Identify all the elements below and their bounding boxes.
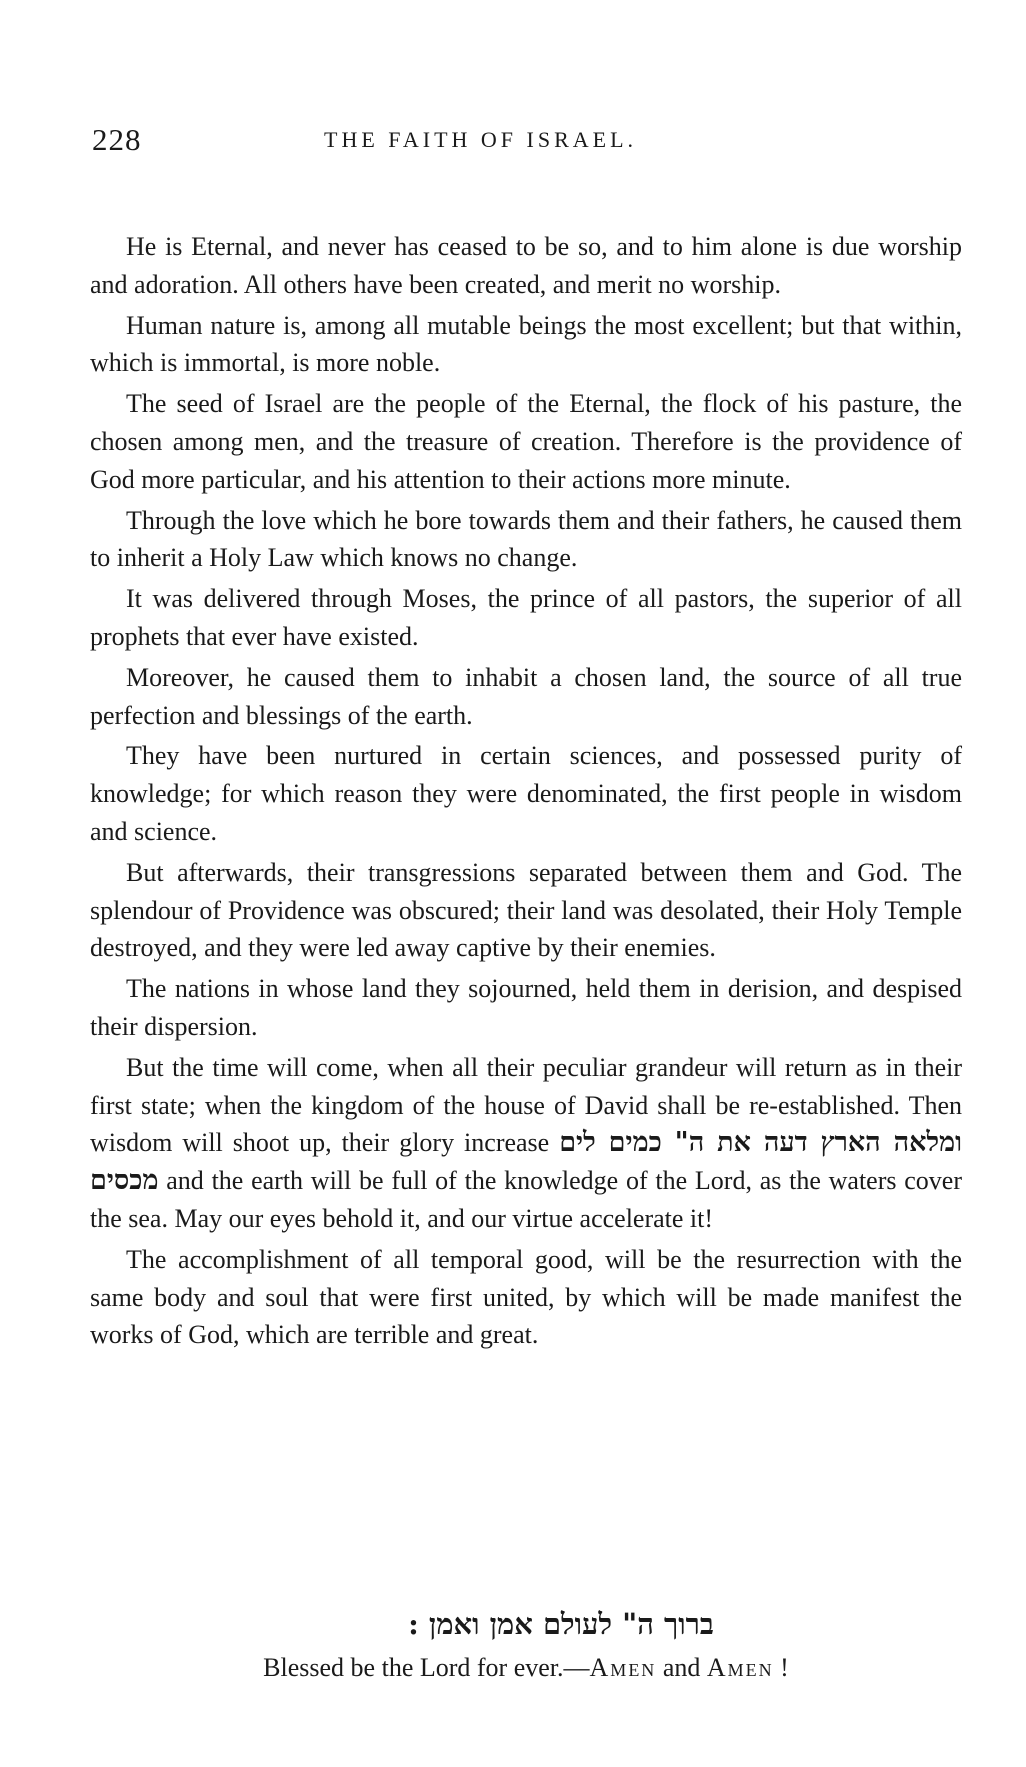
paragraph: He is Eternal, and never has ceased to be so, and to him alone is due worship and adoration. All others have been created, and merit no worship.	[90, 232, 962, 299]
running-head: THE FAITH OF ISRAEL.	[324, 127, 638, 152]
paragraph: Through the love which he bore towards them and their fathers, he caused them to inherit a Holy Law which knows no change.	[90, 505, 962, 573]
paragraph: It was delivered through Moses, the prince of all pastors, the superior of all prophets that ever have existed.	[90, 584, 962, 651]
amen-word: Amen	[706, 1653, 774, 1682]
hebrew-quotation: ומלאה הארץ דעה את ה" כמים לים מכסים	[90, 1127, 962, 1197]
amen-word: Amen	[589, 1653, 657, 1682]
and-word: and	[662, 1653, 701, 1682]
paragraph: Moreover, he caused them to inhabit a chosen land, the source of all true perfection and blessings of the earth.	[90, 662, 962, 730]
closing-english	[90, 1648, 962, 1688]
closing-english-text: Blessed be the Lord for ever.—	[263, 1653, 590, 1682]
page-header	[92, 122, 972, 168]
return-paragraph	[90, 1049, 962, 1238]
closing-hebrew: ברוך ה" לעולם אמן ואמן :	[408, 1607, 714, 1641]
paragraph: The nations in whose land they sojourned, held them in derision, and despised their dispersion.	[90, 974, 962, 1041]
page-number: 228	[92, 122, 142, 157]
paragraph: But afterwards, their transgressions separated between them and God. The splendour of Providence was obscured; their land was desolated, their Holy Temple destroyed, and they were led away captive by their enemies.	[90, 857, 962, 963]
closing-blessing	[90, 1604, 962, 1688]
body-text	[90, 228, 962, 1357]
return-paragraph-text-end: and the earth will be full of the knowledge of the Lord, as the waters cover the sea. May our eyes behold it, and our virtue accelerate it!	[90, 1166, 963, 1233]
paragraph: Human nature is, among all mutable beings the most excellent; but that within, which is immortal, is more noble.	[90, 310, 962, 378]
paragraph: They have been nurtured in certain sciences, and possessed purity of knowledge; for which reason they were denominated, the first people in wisdom and science.	[90, 741, 962, 846]
final-paragraph: The accomplishment of all temporal good, will be the resurrection with the same body and soul that were first united, by which will be made manifest the works of God, which are terrible and great.	[90, 1244, 962, 1350]
return-paragraph-text: But the time will come, when all their peculiar grandeur will return as in their first state; when the kingdom of the house of David shall be re-established. Then wisdom will shoot up, their glory increase	[90, 1052, 962, 1158]
exclamation-mark: !	[780, 1653, 789, 1682]
paragraph: The seed of Israel are the people of the Eternal, the flock of his pasture, the chosen among men, and the treasure of creation. Therefore is the providence of God more particular, and his attention to their actions more minute.	[90, 389, 962, 494]
